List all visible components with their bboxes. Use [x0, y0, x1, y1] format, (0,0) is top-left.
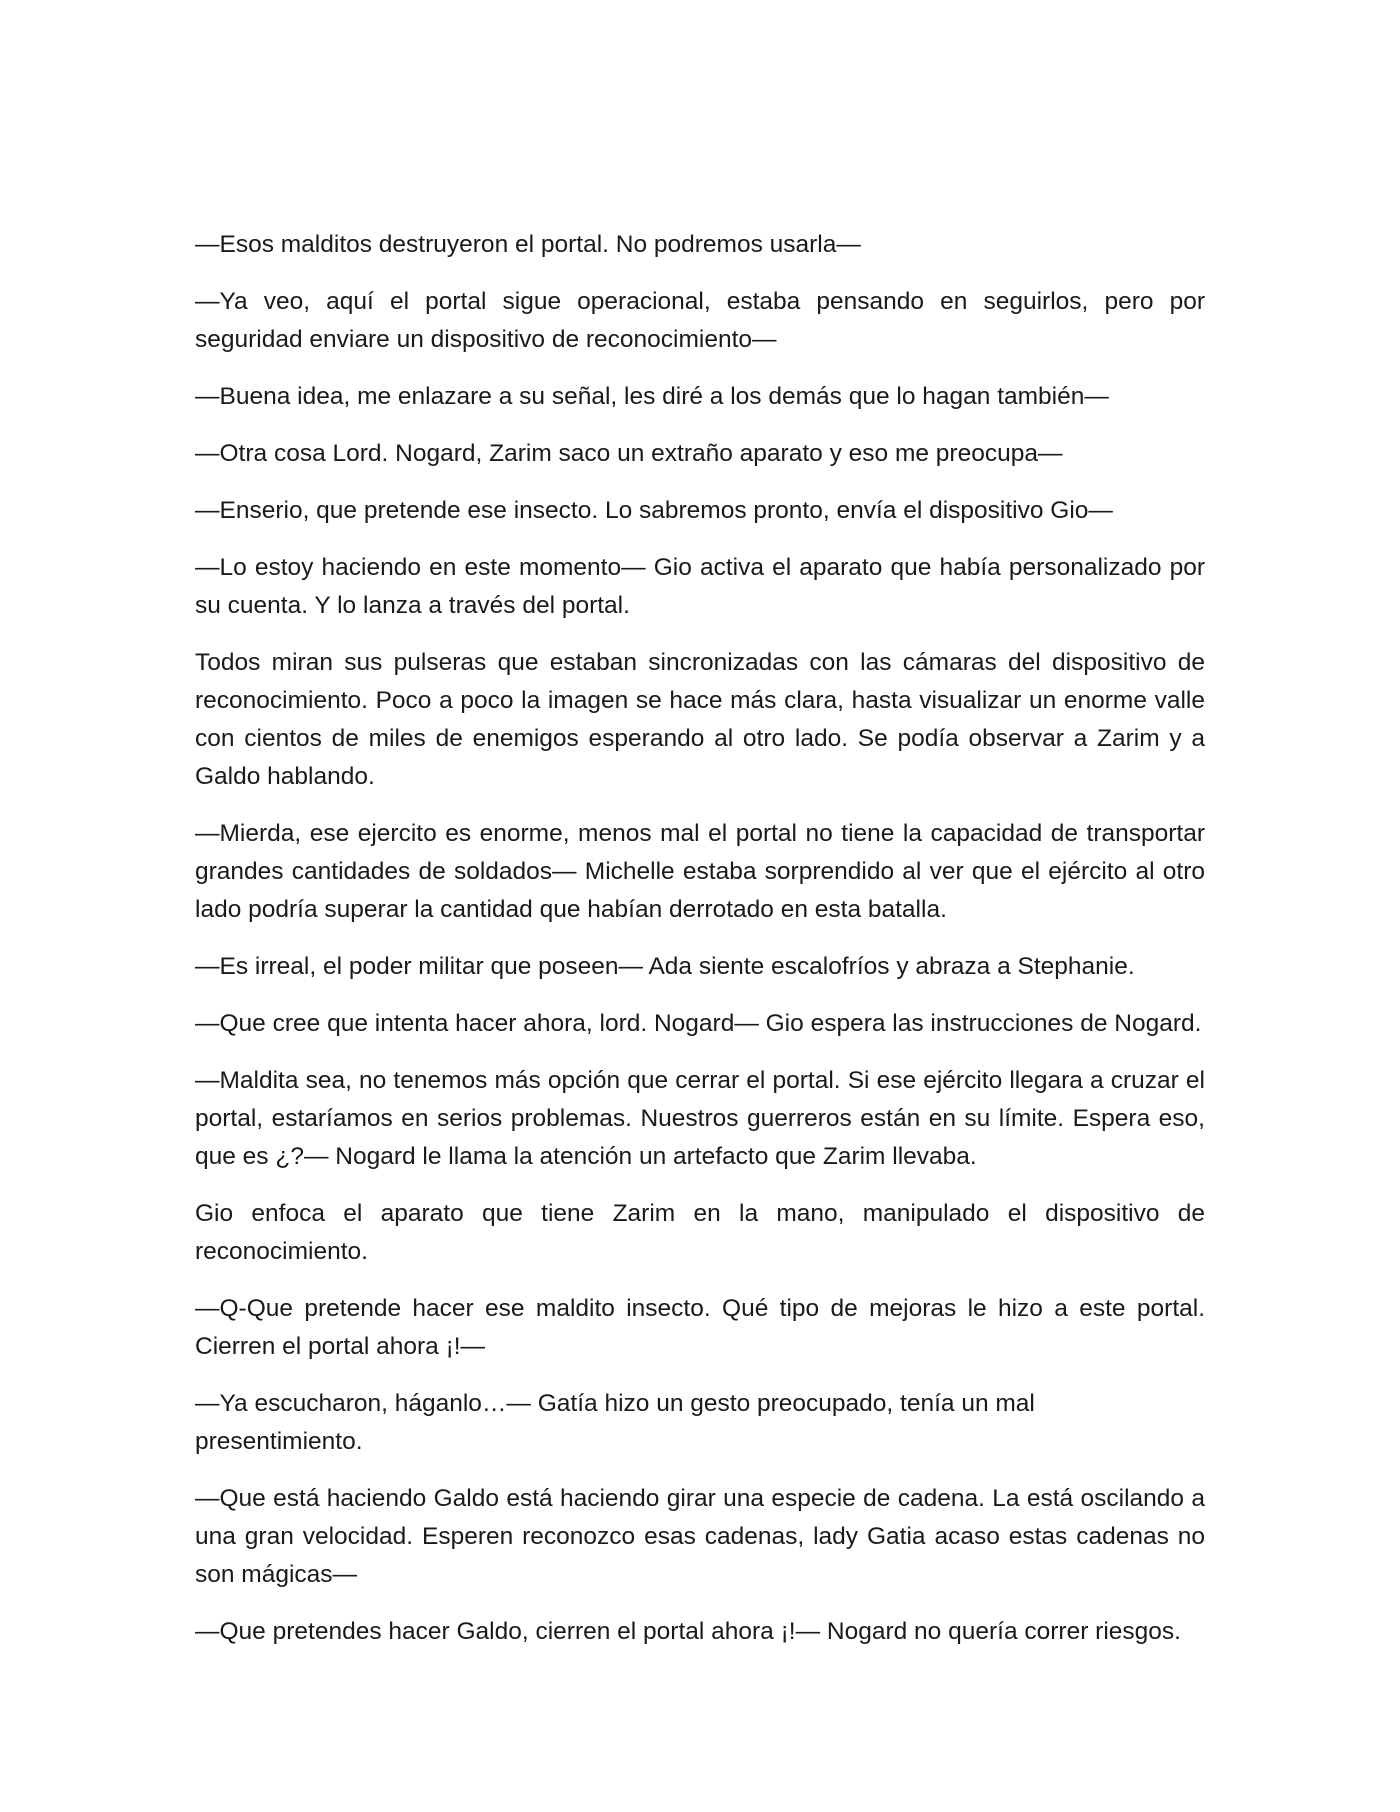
- paragraph: —Buena idea, me enlazare a su señal, les diré a los demás que lo hagan también—: [195, 383, 1109, 410]
- paragraph: —Es irreal, el poder militar que poseen— Ada siente escalofríos y abraza a Stephanie.: [195, 953, 1135, 980]
- paragraph: —Que pretendes hacer Galdo, cierren el portal ahora ¡!— Nogard no quería correr riesgos.: [195, 1618, 1181, 1645]
- paragraph: —Lo estoy haciendo en este momento— Gio activa el aparato que había personalizado por su cuenta. Y lo lanza a través del portal.: [195, 554, 1205, 619]
- paragraph: —Q-Que pretende hacer ese maldito insecto. Qué tipo de mejoras le hizo a este portal. Cierren el portal ahora ¡!—: [195, 1295, 1205, 1360]
- paragraph: —Que está haciendo Galdo está haciendo girar una especie de cadena. La está oscilando a una gran velocidad. Esperen reconozco esas cadenas, lady Gatia acaso estas cadenas no son mágicas—: [195, 1485, 1205, 1588]
- paragraph: Todos miran sus pulseras que estaban sincronizadas con las cámaras del dispositivo de reconocimiento. Poco a poco la imagen se hace más clara, hasta visualizar un enorme valle con cientos de miles de enemigos esperando al otro lado. Se podía observar a Zarim y a Galdo hablando.: [195, 649, 1205, 790]
- paragraph: —Esos malditos destruyeron el portal. No podremos usarla—: [195, 231, 861, 258]
- paragraph: —Ya escucharon, háganlo…— Gatía hizo un gesto preocupado, tenía un mal presentimiento.: [195, 1390, 1035, 1455]
- paragraph: Gio enfoca el aparato que tiene Zarim en la mano, manipulado el dispositivo de reconocimiento.: [195, 1200, 1205, 1265]
- paragraph: —Maldita sea, no tenemos más opción que cerrar el portal. Si ese ejército llegara a cruzar el portal, estaríamos en serios problemas. Nuestros guerreros están en su límite. Espera eso, que es ¿?— Nogard le llama la atención un artefacto que Zarim llevaba.: [195, 1067, 1205, 1170]
- paragraph: —Mierda, ese ejercito es enorme, menos mal el portal no tiene la capacidad de transportar grandes cantidades de soldados— Michelle estaba sorprendido al ver que el ejército al otro lado podría superar la cantidad que habían derrotado en esta batalla.: [195, 820, 1205, 923]
- paragraph: —Que cree que intenta hacer ahora, lord. Nogard— Gio espera las instrucciones de Nogard.: [195, 1010, 1202, 1037]
- document-body: [195, 226, 1205, 1670]
- paragraph: —Otra cosa Lord. Nogard, Zarim saco un extraño aparato y eso me preocupa—: [195, 440, 1063, 467]
- paragraph: —Enserio, que pretende ese insecto. Lo sabremos pronto, envía el dispositivo Gio—: [195, 497, 1113, 524]
- paragraph: —Ya veo, aquí el portal sigue operacional, estaba pensando en seguirlos, pero por seguridad enviare un dispositivo de reconocimiento—: [195, 288, 1205, 353]
